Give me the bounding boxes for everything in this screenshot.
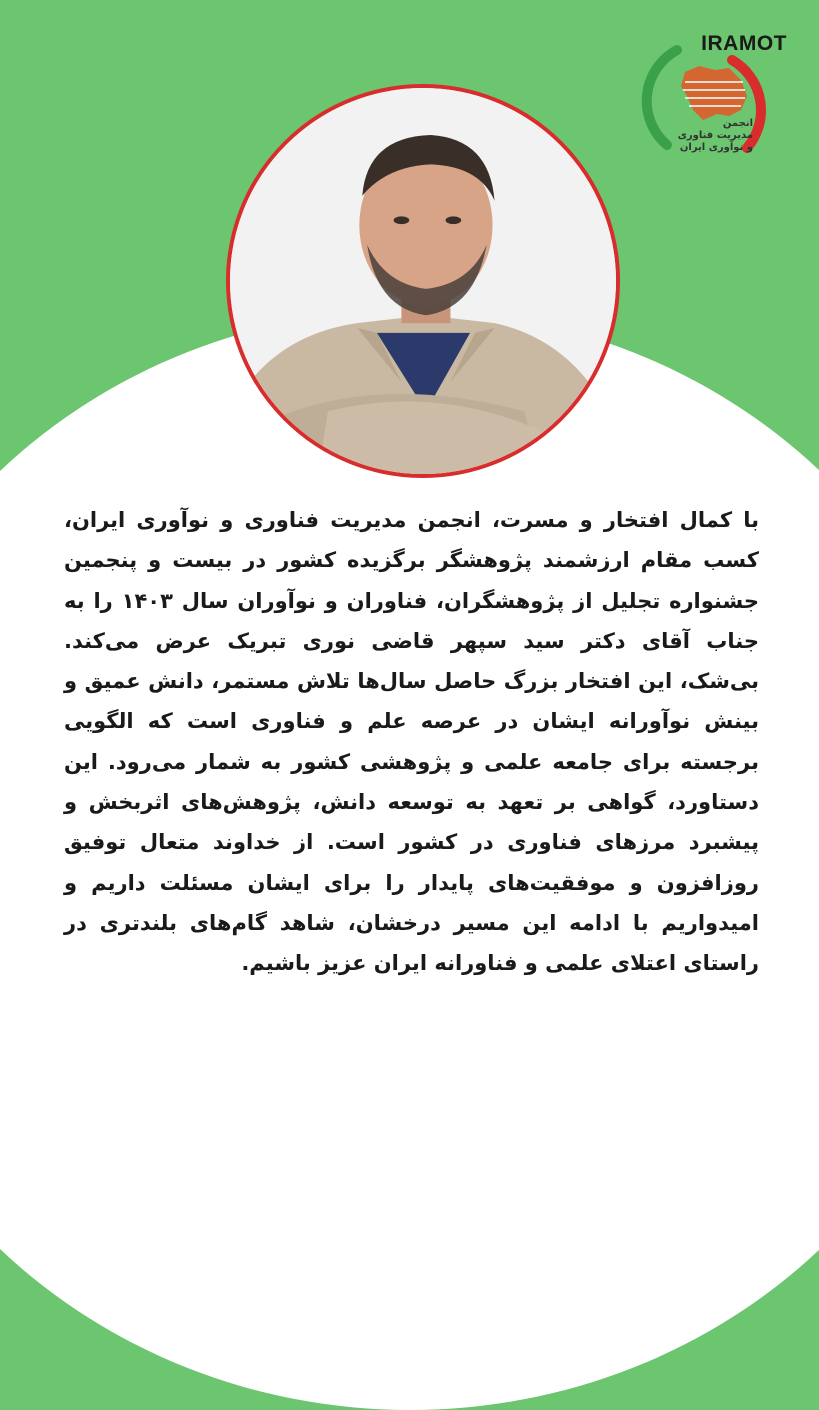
logo-subtitle bbox=[678, 118, 753, 154]
portrait-photo-icon bbox=[230, 88, 616, 474]
congratulation-message: با کمال افتخار و مسرت، انجمن مدیریت فناوری و نوآوری ایران، کسب مقام ارزشمند پژوهشگر برگزیده کشور در بیست و پنجمین جشنواره تجلیل از پژوهشگران، فناوران و نوآوران سال ۱۴۰۳ را به جناب آقای دکتر سید سپهر قاضی نوری تبریک عرض می‌کند. بی‌شک، این افتخار بزرگ حاصل سال‌ها تلاش مستمر، دانش عمیق و بینش نوآورانه ایشان در عرصه علم و فناوری است که الگویی برجسته برای جامعه علمی و پژوهشی کشور به شمار می‌رود. این دستاورد، گواهی بر تعهد به توسعه دانش، پژوهش‌های اثربخش و پیشبرد مرزهای فناوری در کشور است. از خداوند متعال توفیق روزافزون و موفقیت‌های پایدار را برای ایشان مسئلت داریم و امیدواریم با ادامه این مسیر درخشان، شاهد گام‌های بلندتری در راستای اعتلای علمی و فناورانه ایران عزیز باشیم. bbox=[64, 508, 759, 976]
logo-subtitle-line-1: انجمن bbox=[722, 118, 753, 129]
logo-subtitle-line-3: و نوآوری ایران bbox=[679, 142, 753, 153]
logo-subtitle-line-2: مدیریت فناوری bbox=[677, 130, 753, 141]
portrait-frame bbox=[226, 84, 620, 478]
logo-title: IRAMOT bbox=[701, 32, 787, 55]
iramot-logo bbox=[637, 30, 787, 180]
